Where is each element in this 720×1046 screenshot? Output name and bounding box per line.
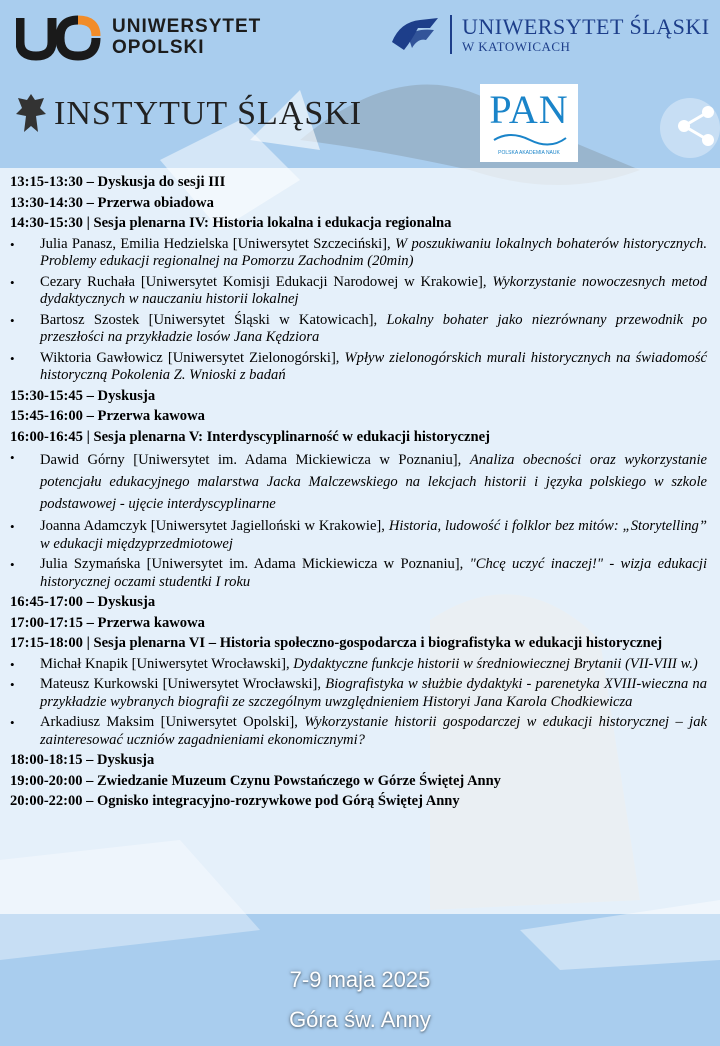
program-list [10,174,707,814]
program-slot: 20:00-22:00 – Ognisko integracyjno-rozrywkowe pod Górą Świętej Anny [10,793,460,809]
talk-authors: Bartosz Szostek [Uniwersytet Śląski w Katowicach], [40,311,378,328]
session-heading: 14:30-15:30 | Sesja plenarna IV: Historia lokalna i edukacja regionalna [10,215,452,231]
talk-authors: Cezary Ruchała [Uniwersytet Komisji Edukacji Narodowej w Krakowie], [40,273,487,290]
talk-title: Analiza obecności oraz wykorzystanie potencjału edukacyjnego malarstwa Jacka Malczewskiego na lekcjach historii i języka polskiego w szkole podstawowej - ujęcie interdyscyplinarne [40,452,708,512]
share-icon[interactable] [670,100,720,152]
talk-item [10,449,707,515]
bullet-icon: • [10,450,15,465]
bullet-icon: • [10,350,15,366]
talk-item [10,236,707,271]
uo-line1: UNIWERSYTET [112,16,262,37]
pan-logo [480,84,578,162]
talk-item [10,714,707,749]
program-slot: 13:15-13:30 – Dyskusja do sesji III [10,174,226,190]
talk-authors: Wiktoria Gawłowicz [Uniwersytet Zielonogórski], [40,349,340,366]
bullet-icon: • [10,715,15,730]
us-mark-icon [390,14,440,54]
session-heading: 16:00-16:45 | Sesja plenarna V: Interdyscyplinarność w edukacji historycznej [10,428,490,445]
talk-title: Wpływ zielonogórskich murali historycznych na świadomość historyczną Pokolenia Z. Wnioski z badań [40,349,707,383]
talk-authors: Mateusz Kurkowski [Uniwersytet Wrocławski], [40,676,322,692]
talk-title: "Chcę uczyć inaczej!" - wizja edukacji historycznej oczami studentki I roku [40,556,707,590]
program-slot: 13:30-14:30 – Przerwa obiadowa [10,194,214,211]
talk-title: Wykorzystanie historii gospodarczej w edukacji historycznej – jak zainteresować uczniów zagadnieniami ekonomicznymi? [40,714,707,748]
uniwersytet-opolski-logo [16,12,261,62]
pan-subtitle: POLSKA AKADEMIA NAUK [498,150,560,156]
bullet-icon: • [10,312,15,328]
talk-title: Wykorzystanie nowoczesnych metod dydaktycznych w nauczaniu historii lokalnej [40,273,707,307]
talk-item [10,312,707,347]
program-slot: 17:00-17:15 – Przerwa kawowa [10,614,205,631]
program-slot: 19:00-20:00 – Zwiedzanie Muzeum Czynu Powstańczego w Górze Świętej Anny [10,772,501,789]
talk-authors: Arkadiusz Maksim [Uniwersytet Opolski], [40,714,298,730]
program-slot: 16:45-17:00 – Dyskusja [10,594,156,610]
bullet-icon: • [10,519,15,534]
event-dates: 7-9 maja 2025 [289,967,431,992]
uo-line2: OPOLSKI [112,37,205,58]
talk-authors: Joanna Adamczyk [Uniwersytet Jagielloński w Krakowie], [40,518,385,534]
bullet-icon: • [10,557,15,572]
talk-authors: Julia Panasz, Emilia Hedzielska [Uniwersytet Szczeciński], [40,235,391,252]
program-slot: 18:00-18:15 – Dyskusja [10,752,155,768]
event-place: Góra św. Anny [289,1007,431,1032]
talk-title: Lokalny bohater jako niezrównany przewodnik po przeszłości na przykładzie losów Jana Kędziora [40,311,707,345]
talk-item [10,656,707,674]
talk-item [10,676,707,711]
pan-swirl-icon [490,128,570,150]
uniwersytet-slaski-logo [390,14,710,54]
talk-item [10,518,707,553]
uo-mark-icon [16,12,102,62]
event-footer [0,966,720,1046]
session-heading: 17:15-18:00 | Sesja plenarna VI – Historia społeczno-gospodarcza i biografistyka w edukacji historycznej [10,635,663,651]
program-slot: 15:45-16:00 – Przerwa kawowa [10,408,205,424]
us-line2: W KATOWICACH [462,38,571,54]
talk-item [10,350,707,385]
bullet-icon: • [10,677,15,692]
instytut-slaski-text: INSTYTUT ŚLĄSKI [54,95,363,132]
header-logos [0,0,720,165]
talk-title: W poszukiwaniu lokalnych bohaterów historycznych. Problemy edukacji regionalnej na Pomorzu Zachodnim (20min) [40,235,707,269]
talk-authors: Julia Szymańska [Uniwersytet im. Adama Mickiewicza w Poznaniu], [40,556,464,572]
us-line1: UNIWERSYTET ŚLĄSKI [462,13,710,39]
talk-authors: Michał Knapik [Uniwersytet Wrocławski], [40,655,290,672]
talk-title: Historia, ludowość i folklor bez mitów: „Storytelling” w edukacji międzyprzedmiotowej [40,518,707,552]
bullet-icon: • [10,656,15,672]
instytut-slaski-logo [14,92,362,136]
bullet-icon: • [10,274,15,290]
bullet-icon: • [10,236,15,252]
talk-title: Dydaktyczne funkcje historii w średniowiecznej Brytanii (VII-VIII w.) [293,655,698,672]
talk-item [10,274,707,309]
talk-authors: Dawid Górny [Uniwersytet im. Adama Mickiewicza w Poznaniu], [40,452,462,468]
eagle-icon [14,92,48,136]
talk-title: Biografistyka w służbie dydaktyki - parenetyka XVIII-wieczna na przykładzie wybranych biografii ze szczególnym uwzględnieniem Historyi Jana Karola Chodkiewicza [40,676,707,710]
talk-item [10,556,707,591]
pan-text: PAN [489,87,569,132]
program-slot: 15:30-15:45 – Dyskusja [10,387,156,404]
